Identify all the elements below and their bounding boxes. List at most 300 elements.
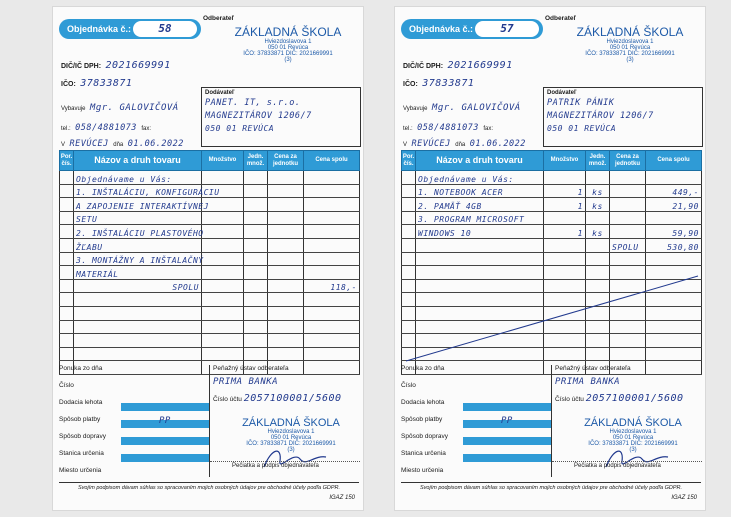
cell-qty — [544, 252, 586, 266]
table-row — [60, 306, 360, 320]
cell-qty: 1 — [544, 225, 586, 239]
cell-unit — [244, 279, 268, 293]
tel-value: 058/4881073 — [417, 123, 479, 133]
cell-unit — [244, 184, 268, 198]
table-row — [60, 225, 360, 239]
transport-bar — [121, 437, 209, 445]
delivery-bar — [121, 403, 209, 411]
number-label: Číslo — [401, 382, 416, 389]
cell-index — [402, 171, 416, 185]
cell-unit: ks — [586, 198, 610, 212]
cell-qty — [202, 238, 244, 252]
cell-qty: 1 — [544, 184, 586, 198]
issued-by-label: Vybavuje — [61, 106, 86, 112]
cell-unit — [244, 198, 268, 212]
cell-price — [610, 266, 646, 280]
date-label: dňa — [455, 142, 466, 148]
account-label: Číslo účtu — [555, 396, 584, 403]
cell-name: 3. MONTÁŽNY A INŠTALAČNÝ — [74, 252, 202, 266]
cell-unit — [244, 211, 268, 225]
column-header: Názov a druh tovaru — [74, 151, 202, 171]
cell-price — [610, 293, 646, 307]
stamp-code: (3) — [287, 447, 295, 453]
cell-unit — [586, 252, 610, 266]
gdpr-consent: Svojím podpisom dávam súhlas so spracovaním mojich osobných údajov pre obchodné účely podľa GDPR. — [401, 482, 701, 491]
cell-name: A ZAPOJENIE INTERAKTÍVNEJ — [74, 198, 202, 212]
school-city: 050 01 Revúca — [267, 45, 309, 51]
cell-total — [646, 171, 702, 185]
stamp-street: Hviezdoslavova 1 — [609, 429, 657, 435]
cell-qty — [544, 306, 586, 320]
cell-name: 1. NOTEBOOK ACER — [416, 184, 544, 198]
offer-label: Ponuka zo dňa — [401, 365, 445, 372]
account-row — [555, 393, 701, 404]
order-details — [59, 365, 359, 484]
bank-value: PRIMA BANKA — [213, 377, 279, 387]
cell-qty — [202, 306, 244, 320]
cell-total — [304, 320, 360, 334]
cell-qty — [202, 198, 244, 212]
table-row — [60, 171, 360, 185]
cell-qty — [544, 279, 586, 293]
table-row — [402, 184, 702, 198]
order-form-right — [394, 6, 706, 511]
transport-label: Spôsob dopravy — [59, 433, 106, 440]
cell-qty — [544, 238, 586, 252]
cell-unit — [244, 334, 268, 348]
table-row — [60, 334, 360, 348]
dic-label: DIČ/IČ DPH: — [403, 63, 444, 70]
cell-name: SPOLU — [74, 279, 202, 293]
signature-label: Pečiatka a podpis objednávateľa — [574, 463, 661, 469]
column-header: Cena za jednotku — [610, 151, 646, 171]
stamp-ids: IČO: 37833871 DIČ: 2021669991 — [588, 441, 678, 447]
cell-index — [402, 238, 416, 252]
transport-label: Spôsob dopravy — [401, 433, 448, 440]
cell-unit — [244, 238, 268, 252]
cell-index — [402, 320, 416, 334]
stamp-school-name: ZÁKLADNÁ ŠKOLA — [584, 417, 682, 429]
cell-qty — [544, 293, 586, 307]
cell-total: 21,90 — [646, 198, 702, 212]
account-value: 2057100001/5600 — [243, 393, 342, 404]
supplier-line1: PANET. IT, s.r.o. — [205, 98, 301, 108]
table-row — [402, 252, 702, 266]
cell-qty — [544, 171, 586, 185]
cell-unit — [244, 293, 268, 307]
cell-unit — [244, 306, 268, 320]
cell-qty — [202, 334, 244, 348]
cell-total — [646, 279, 702, 293]
cell-name: Objednávame u Vás: — [416, 171, 544, 185]
supplier-line2: MAGNEZITÁROV 1206/7 — [547, 111, 654, 121]
items-body — [402, 171, 702, 375]
tel-label: tel.: — [403, 126, 413, 132]
cell-name — [74, 293, 202, 307]
table-row — [60, 347, 360, 361]
column-header: Názov a druh tovaru — [416, 151, 544, 171]
supplier-line2: MAGNEZITÁROV 1206/7 — [205, 111, 312, 121]
dic-value: 2021669991 — [105, 60, 171, 71]
payment-label: Spôsob platby — [401, 416, 443, 423]
cell-name: 2. PAMÄŤ 4GB — [416, 198, 544, 212]
cell-index — [60, 334, 74, 348]
table-row — [60, 293, 360, 307]
cell-unit — [586, 334, 610, 348]
school-header — [555, 25, 705, 63]
cell-unit — [586, 238, 610, 252]
table-row — [402, 171, 702, 185]
school-header — [213, 25, 363, 63]
column-header: Cena spolu — [646, 151, 702, 171]
cell-name — [416, 347, 544, 361]
cell-total: 59,90 — [646, 225, 702, 239]
form-code: IGAZ 150 — [329, 495, 355, 501]
order-label: Objednávka č.: — [67, 24, 132, 34]
cell-total — [304, 238, 360, 252]
cell-qty — [202, 279, 244, 293]
cell-price — [268, 198, 304, 212]
cell-qty — [544, 334, 586, 348]
delivery-label: Dodacia lehota — [401, 399, 445, 406]
cell-name: 2. INŠTALÁCIU PLASTOVÉHO — [74, 225, 202, 239]
column-header: Jedn. množ. — [586, 151, 610, 171]
stamp-city: 050 01 Revúca — [270, 435, 312, 441]
cell-total — [304, 306, 360, 320]
school-name: ZÁKLADNÁ ŠKOLA — [234, 25, 342, 39]
cell-index — [402, 334, 416, 348]
cell-total — [304, 225, 360, 239]
cell-price — [268, 238, 304, 252]
place-date-row — [403, 133, 541, 151]
cell-total — [646, 266, 702, 280]
table-row — [402, 198, 702, 212]
date-value: 01.06.2022 — [469, 139, 526, 149]
cell-unit — [244, 320, 268, 334]
cell-unit: ks — [586, 184, 610, 198]
school-city: 050 01 Revúca — [609, 45, 651, 51]
cell-name — [74, 347, 202, 361]
cell-qty — [202, 225, 244, 239]
cell-price — [268, 171, 304, 185]
account-value: 2057100001/5600 — [585, 393, 684, 404]
cell-total — [304, 184, 360, 198]
date-label: dňa — [113, 142, 124, 148]
stamp-street: Hviezdoslavova 1 — [267, 429, 315, 435]
cell-price — [268, 320, 304, 334]
cell-index — [402, 211, 416, 225]
cell-price — [268, 334, 304, 348]
cell-index — [60, 293, 74, 307]
cell-index — [402, 184, 416, 198]
buyer-label: Odberateľ — [545, 15, 577, 22]
payment-value: PP — [159, 416, 171, 426]
supplier-line3: 050 01 REVÚCA — [547, 124, 617, 133]
dic-value: 2021669991 — [447, 60, 513, 71]
place-label: V — [403, 142, 408, 148]
cell-name — [416, 320, 544, 334]
supplier-label: Dodávateľ — [547, 90, 577, 96]
table-row — [402, 334, 702, 348]
cell-total — [646, 334, 702, 348]
cell-unit — [244, 171, 268, 185]
cell-index — [60, 198, 74, 212]
cell-index — [402, 225, 416, 239]
place-label: V — [61, 142, 66, 148]
cell-index — [60, 225, 74, 239]
supplier-line3: 050 01 REVÚCA — [205, 124, 275, 133]
cell-unit — [586, 211, 610, 225]
table-row — [60, 279, 360, 293]
bank-label: Peňažný ústav odberateľa — [213, 365, 289, 372]
bank-section — [551, 365, 701, 477]
cell-index — [402, 347, 416, 361]
station-label: Stanica určenia — [59, 450, 104, 457]
cell-qty — [202, 266, 244, 280]
destination-label: Miesto určenia — [59, 467, 102, 474]
cell-index — [60, 252, 74, 266]
buyer-label: Odberateľ — [203, 15, 235, 22]
cell-price — [610, 171, 646, 185]
cell-index — [60, 171, 74, 185]
cell-price — [268, 252, 304, 266]
cell-unit — [586, 279, 610, 293]
cell-price — [610, 198, 646, 212]
supplier-label: Dodávateľ — [205, 90, 235, 96]
payment-value: PP — [501, 416, 513, 426]
cell-name: WINDOWS 10 — [416, 225, 544, 239]
column-header: Množstvo — [202, 151, 244, 171]
delivery-bar — [463, 403, 551, 411]
order-label: Objednávka č.: — [409, 24, 474, 34]
cell-unit — [244, 266, 268, 280]
column-header: Cena spolu — [304, 151, 360, 171]
cell-qty — [544, 347, 586, 361]
dic-label: DIČ/IČ DPH: — [61, 63, 102, 70]
cell-unit — [586, 293, 610, 307]
number-label: Číslo — [59, 382, 74, 389]
stamp-ids: IČO: 37833871 DIČ: 2021669991 — [246, 441, 336, 447]
cell-unit — [244, 225, 268, 239]
cell-index — [60, 238, 74, 252]
cell-index — [402, 198, 416, 212]
cell-price — [610, 334, 646, 348]
cell-unit — [586, 171, 610, 185]
cell-index — [402, 279, 416, 293]
cell-index — [60, 320, 74, 334]
table-row — [402, 266, 702, 280]
date-value: 01.06.2022 — [127, 139, 184, 149]
cell-index — [60, 184, 74, 198]
cell-total — [304, 293, 360, 307]
cell-unit — [586, 266, 610, 280]
cell-total — [646, 320, 702, 334]
cell-index — [402, 306, 416, 320]
cell-price — [268, 211, 304, 225]
cell-unit — [244, 347, 268, 361]
cell-unit — [586, 306, 610, 320]
cell-index — [60, 279, 74, 293]
table-row — [60, 211, 360, 225]
cell-price — [610, 225, 646, 239]
table-row — [60, 252, 360, 266]
cell-price — [268, 266, 304, 280]
ico-value: 37833871 — [80, 78, 133, 89]
cell-price — [610, 347, 646, 361]
cell-price — [610, 279, 646, 293]
items-table — [59, 150, 360, 375]
ico-label: IČO: — [403, 81, 418, 88]
fax-label: fax: — [483, 126, 494, 132]
column-header: Jedn. množ. — [244, 151, 268, 171]
cell-price — [268, 225, 304, 239]
cell-price — [610, 306, 646, 320]
station-bar — [463, 454, 551, 462]
cell-total: 530,80 — [646, 238, 702, 252]
order-number: 57 — [475, 21, 539, 37]
cell-total — [646, 252, 702, 266]
school-ids: IČO: 37833871 DIČ: 2021669991 — [243, 51, 333, 57]
table-row — [402, 238, 702, 252]
cell-total — [646, 293, 702, 307]
order-number-box — [59, 19, 201, 39]
cell-unit — [244, 252, 268, 266]
cell-qty — [202, 211, 244, 225]
cell-qty: 1 — [544, 198, 586, 212]
cell-name: 3. PROGRAM MICROSOFT — [416, 211, 544, 225]
cell-price — [268, 306, 304, 320]
cell-price — [610, 211, 646, 225]
cell-total — [304, 211, 360, 225]
cell-qty — [544, 266, 586, 280]
cell-qty — [202, 171, 244, 185]
school-street: Hviezdoslavova 1 — [606, 39, 654, 45]
column-header: Množstvo — [544, 151, 586, 171]
order-details — [401, 365, 701, 484]
cell-price — [268, 293, 304, 307]
cell-qty — [202, 184, 244, 198]
transport-bar — [463, 437, 551, 445]
cell-price — [268, 279, 304, 293]
cell-total — [646, 347, 702, 361]
items-header — [402, 151, 702, 171]
cell-price — [610, 320, 646, 334]
cell-name: 1. INŠTALÁCIU, KONFIGURÁCIU — [74, 184, 202, 198]
issued-by-row — [61, 97, 199, 115]
bank-value: PRIMA BANKA — [555, 377, 621, 387]
station-bar — [121, 454, 209, 462]
order-form-left — [52, 6, 364, 511]
supplier-box — [201, 87, 361, 147]
order-number: 58 — [133, 21, 197, 37]
bank-label: Peňažný ústav odberateľa — [555, 365, 631, 372]
ico-row — [61, 73, 201, 91]
cell-price: SPOLU — [610, 238, 646, 252]
cell-name — [416, 238, 544, 252]
table-row — [402, 225, 702, 239]
ico-label: IČO: — [61, 81, 76, 88]
issued-by-row — [403, 97, 541, 115]
cell-total — [304, 252, 360, 266]
cell-price — [610, 184, 646, 198]
column-header: Por. čís. — [60, 151, 74, 171]
cell-name — [74, 334, 202, 348]
cell-name: ŽĽABU — [74, 238, 202, 252]
column-header: Cena za jednotku — [268, 151, 304, 171]
column-header: Por. čís. — [402, 151, 416, 171]
cell-price — [268, 347, 304, 361]
order-number-box — [401, 19, 543, 39]
tel-value: 058/4881073 — [75, 123, 137, 133]
ico-row — [403, 73, 543, 91]
school-code: (3) — [626, 57, 634, 63]
table-row — [60, 266, 360, 280]
stamp-school-name: ZÁKLADNÁ ŠKOLA — [242, 417, 340, 429]
cell-qty — [544, 320, 586, 334]
table-row — [60, 184, 360, 198]
cell-name: Objednávame u Vás: — [74, 171, 202, 185]
offer-label: Ponuka zo dňa — [59, 365, 103, 372]
cell-qty — [202, 320, 244, 334]
items-table — [401, 150, 702, 375]
account-label: Číslo účtu — [213, 396, 242, 403]
cell-price — [610, 252, 646, 266]
delivery-label: Dodacia lehota — [59, 399, 103, 406]
cell-total — [304, 171, 360, 185]
cell-total — [304, 198, 360, 212]
cell-qty — [202, 252, 244, 266]
table-row — [60, 198, 360, 212]
signature-label: Pečiatka a podpis objednávateľa — [232, 463, 319, 469]
cell-total: 449,- — [646, 184, 702, 198]
items-body — [60, 171, 360, 375]
supplier-line1: PATRIK PÁNIK — [547, 98, 615, 108]
table-row — [402, 347, 702, 361]
issued-by-value: Mgr. GALOVIČOVÁ — [431, 103, 521, 113]
cell-name — [416, 279, 544, 293]
cell-total — [304, 334, 360, 348]
cell-name — [416, 293, 544, 307]
cell-total — [304, 266, 360, 280]
school-name: ZÁKLADNÁ ŠKOLA — [576, 25, 684, 39]
cell-qty — [544, 211, 586, 225]
stamp-code: (3) — [629, 447, 637, 453]
bank-section — [209, 365, 359, 477]
cell-qty — [202, 293, 244, 307]
cell-name — [74, 320, 202, 334]
cell-name — [74, 306, 202, 320]
cell-index — [60, 347, 74, 361]
school-street: Hviezdoslavova 1 — [264, 39, 312, 45]
supplier-box — [543, 87, 703, 147]
dic-row — [61, 55, 201, 73]
cell-name — [416, 306, 544, 320]
payment-label: Spôsob platby — [59, 416, 101, 423]
cell-total: 118,- — [304, 279, 360, 293]
ico-value: 37833871 — [422, 78, 475, 89]
place-date-row — [61, 133, 199, 151]
cell-name — [416, 334, 544, 348]
issued-by-label: Vybavuje — [403, 106, 428, 112]
school-ids: IČO: 37833871 DIČ: 2021669991 — [585, 51, 675, 57]
cell-name: SETU — [74, 211, 202, 225]
cell-unit: ks — [586, 225, 610, 239]
dic-row — [403, 55, 543, 73]
form-code: IGAZ 150 — [671, 495, 697, 501]
cell-index — [60, 211, 74, 225]
stamp-city: 050 01 Revúca — [612, 435, 654, 441]
fax-label: fax: — [141, 126, 152, 132]
